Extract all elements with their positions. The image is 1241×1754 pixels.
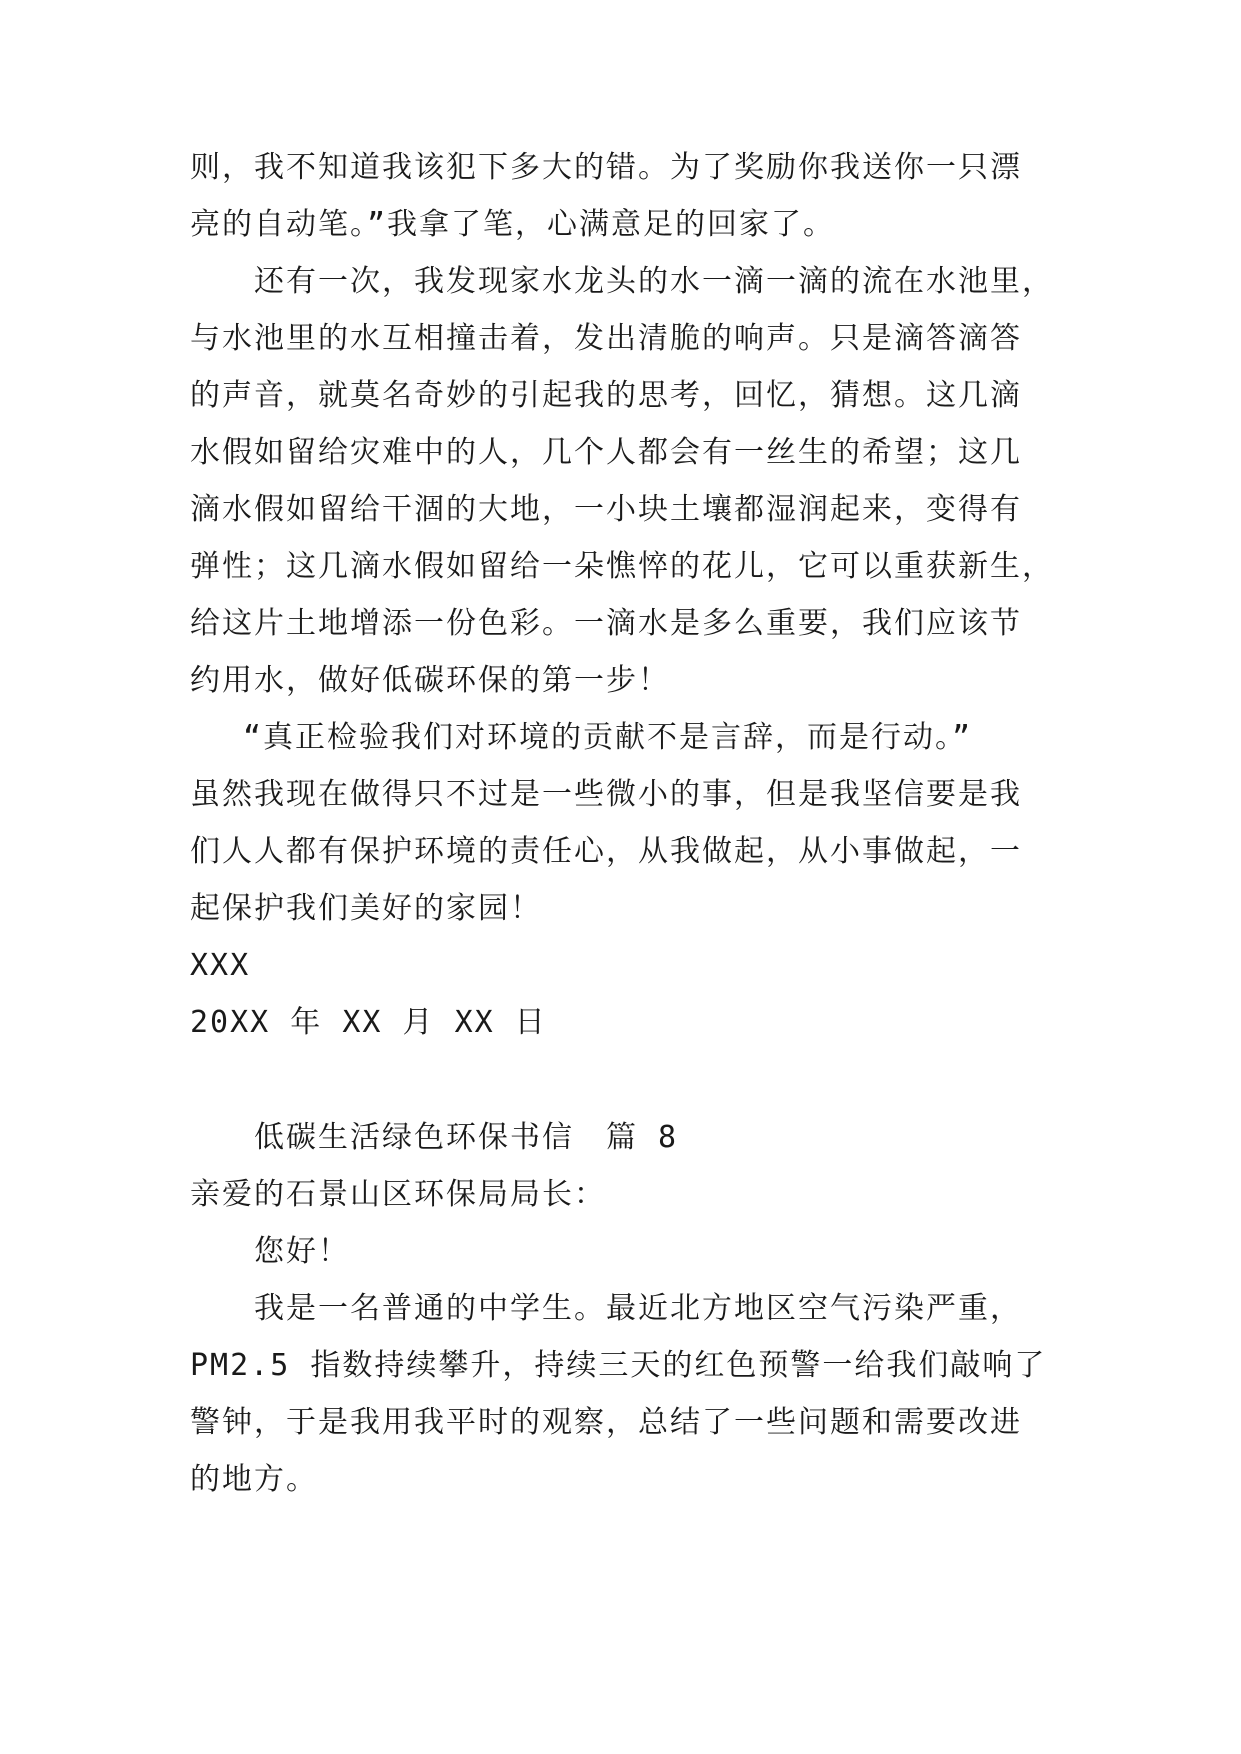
paragraph-line: 的声音，就莫名奇妙的引起我的思考，回忆，猜想。这几滴	[190, 378, 1022, 413]
paragraph-line: 起保护我们美好的家园！	[190, 891, 542, 926]
paragraph-line: PM2.5 指数持续攀升，持续三天的红色预警一给我们敲响了	[190, 1348, 1047, 1383]
paragraph-line: 约用水，做好低碳环保的第一步！	[190, 663, 670, 698]
letter-date: 20XX 年 XX 月 XX 日	[190, 1005, 547, 1040]
paragraph-line: 滴水假如留给干涸的大地，一小块土壤都湿润起来，变得有	[190, 492, 1022, 527]
salutation: 亲爱的石景山区环保局局长：	[190, 1177, 606, 1212]
section-title: 低碳生活绿色环保书信 篇 8	[254, 1120, 679, 1155]
paragraph-line: 给这片土地增添一份色彩。一滴水是多么重要，我们应该节	[190, 606, 1022, 641]
signature: XXX	[190, 948, 251, 983]
paragraph-line: 则，我不知道我该犯下多大的错。为了奖励你我送你一只漂	[190, 150, 1022, 185]
paragraph-line: 们人人都有保护环境的责任心，从我做起，从小事做起，一	[190, 834, 1022, 869]
greeting: 您好！	[254, 1234, 350, 1269]
paragraph-line: “真正检验我们对环境的贡献不是言辞，而是行动。”	[243, 720, 973, 755]
paragraph-line: 虽然我现在做得只不过是一些微小的事，但是我坚信要是我	[190, 777, 1022, 812]
paragraph-line: 的地方。	[190, 1462, 318, 1497]
paragraph-line: 还有一次，我发现家水龙头的水一滴一滴的流在水池里，	[254, 264, 1054, 299]
paragraph-line: 与水池里的水互相撞击着，发出清脆的响声。只是滴答滴答	[190, 321, 1022, 356]
paragraph-line: 弹性；这几滴水假如留给一朵憔悴的花儿，它可以重获新生，	[190, 549, 1054, 584]
paragraph-line: 亮的自动笔。”我拿了笔，心满意足的回家了。	[190, 207, 836, 242]
paragraph-line: 警钟，于是我用我平时的观察，总结了一些问题和需要改进	[190, 1405, 1022, 1440]
paragraph-line: 我是一名普通的中学生。最近北方地区空气污染严重，	[254, 1291, 1022, 1326]
paragraph-line: 水假如留给灾难中的人，几个人都会有一丝生的希望；这几	[190, 435, 1022, 470]
